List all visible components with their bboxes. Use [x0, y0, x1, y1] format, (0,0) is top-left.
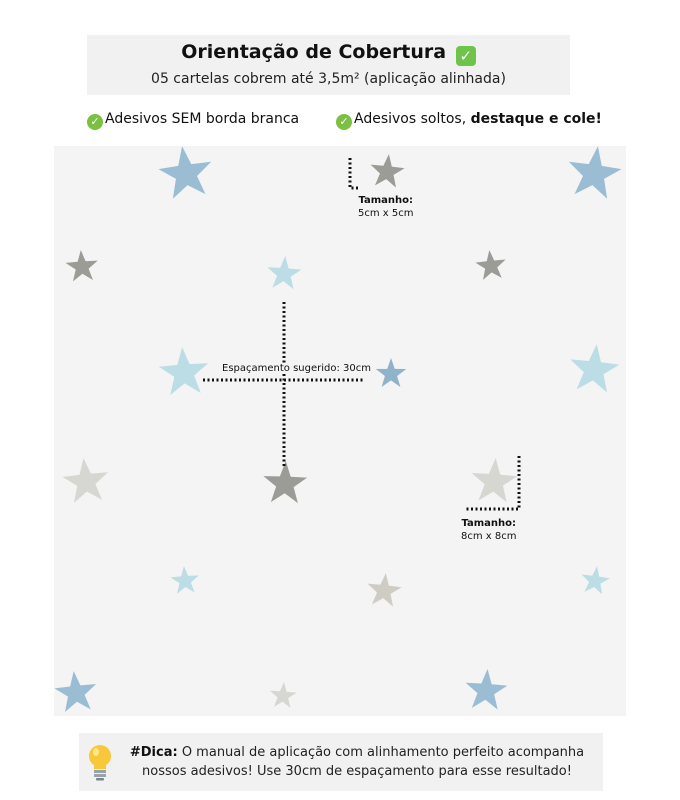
size-value: 8cm x 8cm: [461, 531, 517, 542]
header-box: [87, 35, 570, 95]
title-text: Orientação de Cobertura: [181, 41, 447, 63]
star-icon: [61, 456, 111, 504]
check-mark-icon: ✓: [456, 46, 476, 66]
star-icon: [266, 255, 302, 290]
star-icon: [474, 248, 507, 280]
star-icon: [579, 564, 611, 595]
star-icon: [156, 146, 216, 200]
feature-no-border: [87, 111, 299, 130]
star-icon: [567, 342, 621, 394]
star-icon: [564, 146, 624, 200]
feature-text: Adesivos soltos,: [354, 111, 471, 127]
tip-body: O manual de aplicação com alinhamento perfeito acompanha nossos adesivos! Use 30cm de espaçamento para esse resultado!: [142, 745, 585, 779]
size-label: Tamanho:: [358, 195, 414, 206]
tip-label: #Dica:: [129, 745, 178, 760]
star-icon: [170, 565, 200, 594]
star-icon: [158, 345, 211, 395]
spacing-annotation: Espaçamento sugerido: 30cm: [222, 363, 371, 374]
check-circle-icon: ✓: [87, 114, 103, 130]
page-title: [87, 41, 570, 66]
check-circle-icon: ✓: [336, 114, 352, 130]
star-icon: [54, 669, 99, 713]
feature-text: Adesivos SEM borda branca: [105, 111, 300, 127]
feature-loose-stickers: [336, 111, 602, 130]
star-icon: [365, 571, 402, 607]
tip-box: [79, 733, 603, 791]
star-icon: [368, 152, 405, 188]
star-icon: [464, 668, 509, 711]
star-icon: [269, 681, 297, 708]
size-marker-small: [350, 158, 358, 188]
lightbulb-icon: [87, 743, 113, 781]
feature-bold-text: destaque e cole!: [470, 111, 602, 127]
star-icon: [262, 460, 307, 503]
star-icon: [470, 456, 519, 502]
size-label: Tamanho:: [461, 518, 517, 529]
size-value: 5cm x 5cm: [358, 208, 414, 219]
size-annotation-small: [358, 194, 413, 220]
page-subtitle: 05 cartelas cobrem até 3,5m² (aplicação alinhada): [151, 71, 506, 87]
star-pattern: [54, 146, 626, 716]
star-icon: [65, 249, 99, 282]
size-annotation-large: [461, 517, 516, 543]
star-icon: [376, 358, 406, 387]
tip-text: [123, 743, 591, 781]
pattern-preview: [54, 146, 626, 716]
